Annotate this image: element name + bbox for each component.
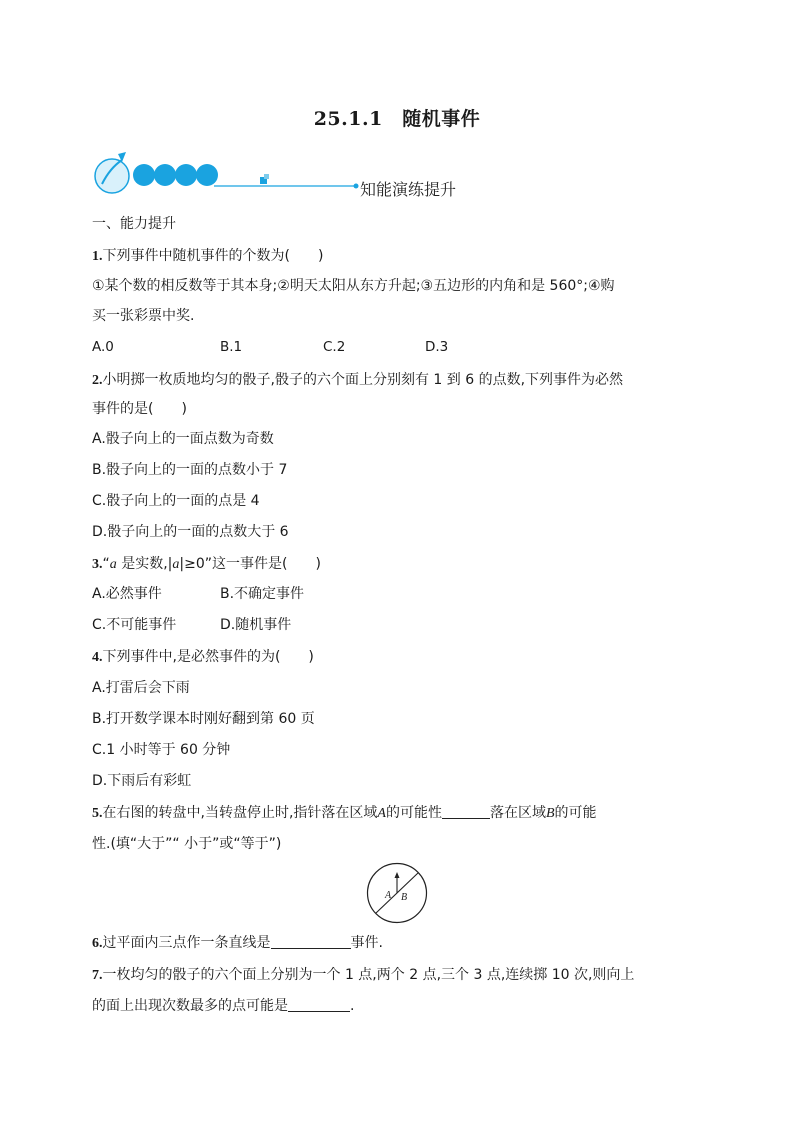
question-2 bbox=[92, 370, 623, 391]
option-d: D.3 bbox=[425, 339, 449, 355]
region-b-label: B bbox=[401, 892, 408, 903]
option-a: A.打雷后会下雨 bbox=[92, 680, 190, 696]
question-7 bbox=[92, 965, 634, 986]
question-1-line3: 买一张彩票中奖. bbox=[92, 308, 195, 324]
question-number: 5. bbox=[92, 806, 103, 821]
option-b: B.不确定事件 bbox=[220, 586, 305, 602]
section-heading: 一、能力提升 bbox=[92, 216, 176, 232]
question-number: 1. bbox=[92, 249, 103, 264]
question-5: 5.在右图的转盘中,当转盘停止时,指针落在区域A的可能性 落在区域B的可能 bbox=[92, 805, 597, 821]
option-d: D.骰子向上的一面的点数大于 6 bbox=[92, 524, 289, 540]
option-d: D.下雨后有彩虹 bbox=[92, 773, 192, 789]
option-c: C.骰子向上的一面的点是 4 bbox=[92, 493, 260, 509]
option-b: B.打开数学课本时刚好翻到第 60 页 bbox=[92, 711, 315, 727]
question-1 bbox=[92, 246, 323, 267]
question-number: 2. bbox=[92, 373, 103, 388]
question-number: 6. bbox=[92, 936, 103, 951]
question-number: 7. bbox=[92, 968, 103, 983]
option-b: B.骰子向上的一面的点数小于 7 bbox=[92, 462, 288, 478]
banner-label: 知能演练提升 bbox=[360, 180, 457, 199]
question-5-line2: 性.(填“大于”“ 小于”或“等于”) bbox=[92, 836, 282, 852]
question-7-line2: 的面上出现次数最多的点可能是 . bbox=[92, 998, 355, 1014]
region-a-label: A bbox=[385, 890, 392, 901]
option-c: C.1 小时等于 60 分钟 bbox=[92, 742, 231, 758]
option-c: C.2 bbox=[323, 339, 346, 355]
question-3: 3.“a 是实数,|a|≥0”这一事件是( ) bbox=[92, 556, 321, 572]
question-stem: 下列事件中,是必然事件的为( ) bbox=[102, 649, 314, 665]
question-number: 4. bbox=[92, 650, 103, 665]
variable-a: a bbox=[172, 557, 180, 572]
option-a: A.必然事件 bbox=[92, 586, 162, 602]
option-d: D.随机事件 bbox=[220, 617, 292, 633]
answer-blank[interactable] bbox=[442, 804, 490, 819]
question-stem: 小明掷一枚质地均匀的骰子,骰子的六个面上分别刻有 1 到 6 的点数,下列事件为必然 bbox=[102, 372, 624, 388]
pointer-arrow-icon bbox=[395, 872, 400, 878]
page-title: 25.1.1 随机事件 bbox=[313, 108, 481, 130]
question-6: 6.过平面内三点作一条直线是 事件. bbox=[92, 935, 383, 951]
question-number: 3. bbox=[92, 557, 103, 572]
question-1-line2: ①某个数的相反数等于其本身;②明天太阳从东方升起;③五边形的内角和是 560°;④购 bbox=[92, 278, 615, 294]
spinner-diagram bbox=[366, 862, 428, 924]
variable-a: a bbox=[109, 557, 117, 572]
question-4 bbox=[92, 647, 314, 668]
option-a: A.骰子向上的一面点数为奇数 bbox=[92, 431, 274, 447]
question-stem: 下列事件中随机事件的个数为( ) bbox=[102, 248, 324, 264]
answer-blank[interactable] bbox=[288, 997, 350, 1012]
option-b: B.1 bbox=[220, 339, 243, 355]
question-2-line2: 事件的是( ) bbox=[92, 401, 187, 417]
answer-blank[interactable] bbox=[271, 934, 351, 949]
question-stem: 一枚均匀的骰子的六个面上分别为一个 1 点,两个 2 点,三个 3 点,连续掷 10 次,则向上 bbox=[102, 967, 635, 983]
option-c: C.不可能事件 bbox=[92, 617, 177, 633]
option-a: A.0 bbox=[92, 339, 114, 355]
